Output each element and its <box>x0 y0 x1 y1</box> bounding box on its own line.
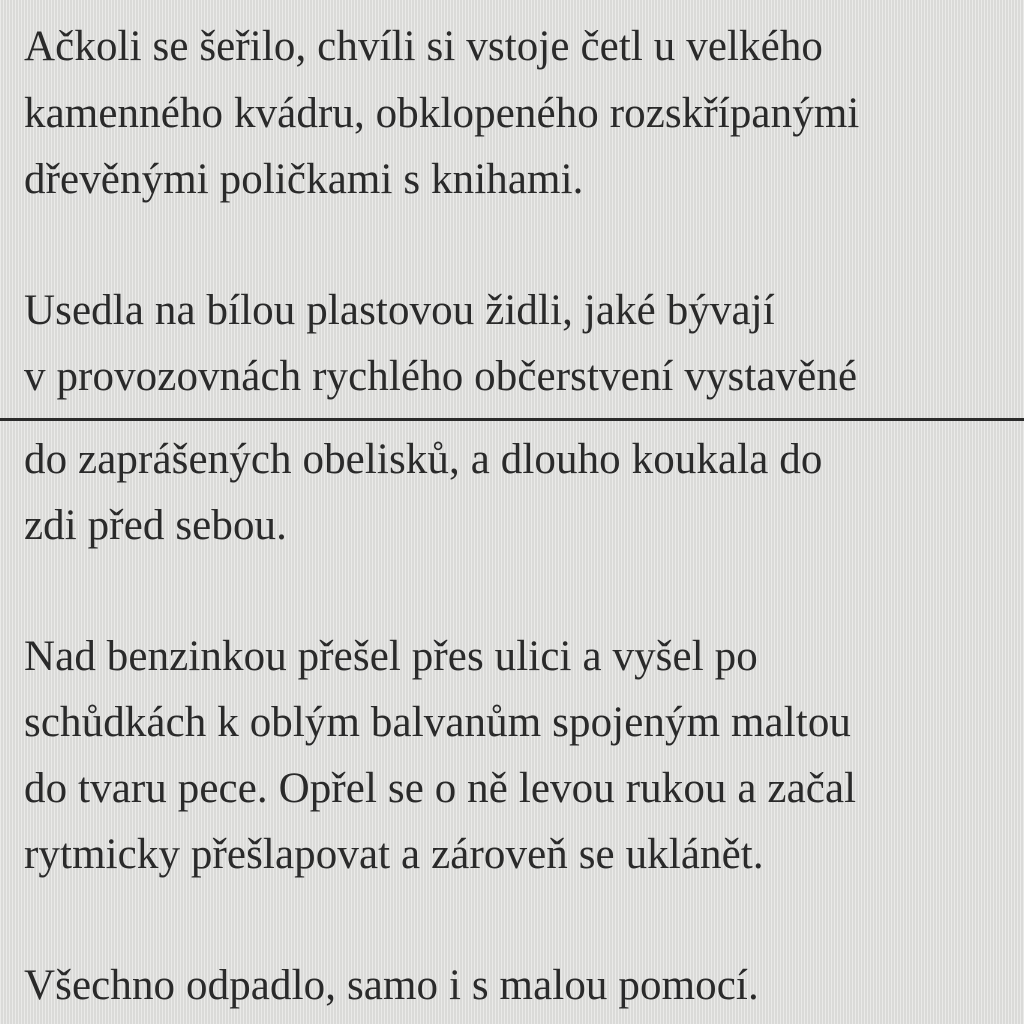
text-line: kamenného kvádru, obklopeného rozskřípanými <box>24 90 860 137</box>
text-line: v provozovnách rychlého občerstvení vystavěné <box>24 353 858 400</box>
text-line: zdi před sebou. <box>24 502 288 549</box>
text-line: Nad benzinkou přešel přes ulici a vyšel po <box>24 633 758 680</box>
text-line: Usedla na bílou plastovou židli, jaké bývají <box>24 287 775 334</box>
text-line: do zaprášených obelisků, a dlouho koukala do <box>24 436 823 483</box>
text-line: schůdkách k oblým balvanům spojeným maltou <box>24 699 852 746</box>
page-divider <box>0 418 1024 421</box>
text-line: do tvaru pece. Opřel se o ně levou rukou a začal <box>24 765 857 812</box>
text-line: Všechno odpadlo, samo i s malou pomocí. <box>24 962 759 1009</box>
text-line: rytmicky přešlapovat a zároveň se uklánět. <box>24 831 764 878</box>
text-line: dřevěnými poličkami s knihami. <box>24 156 584 203</box>
text-line: Ačkoli se šeřilo, chvíli si vstoje četl u velkého <box>24 23 824 70</box>
